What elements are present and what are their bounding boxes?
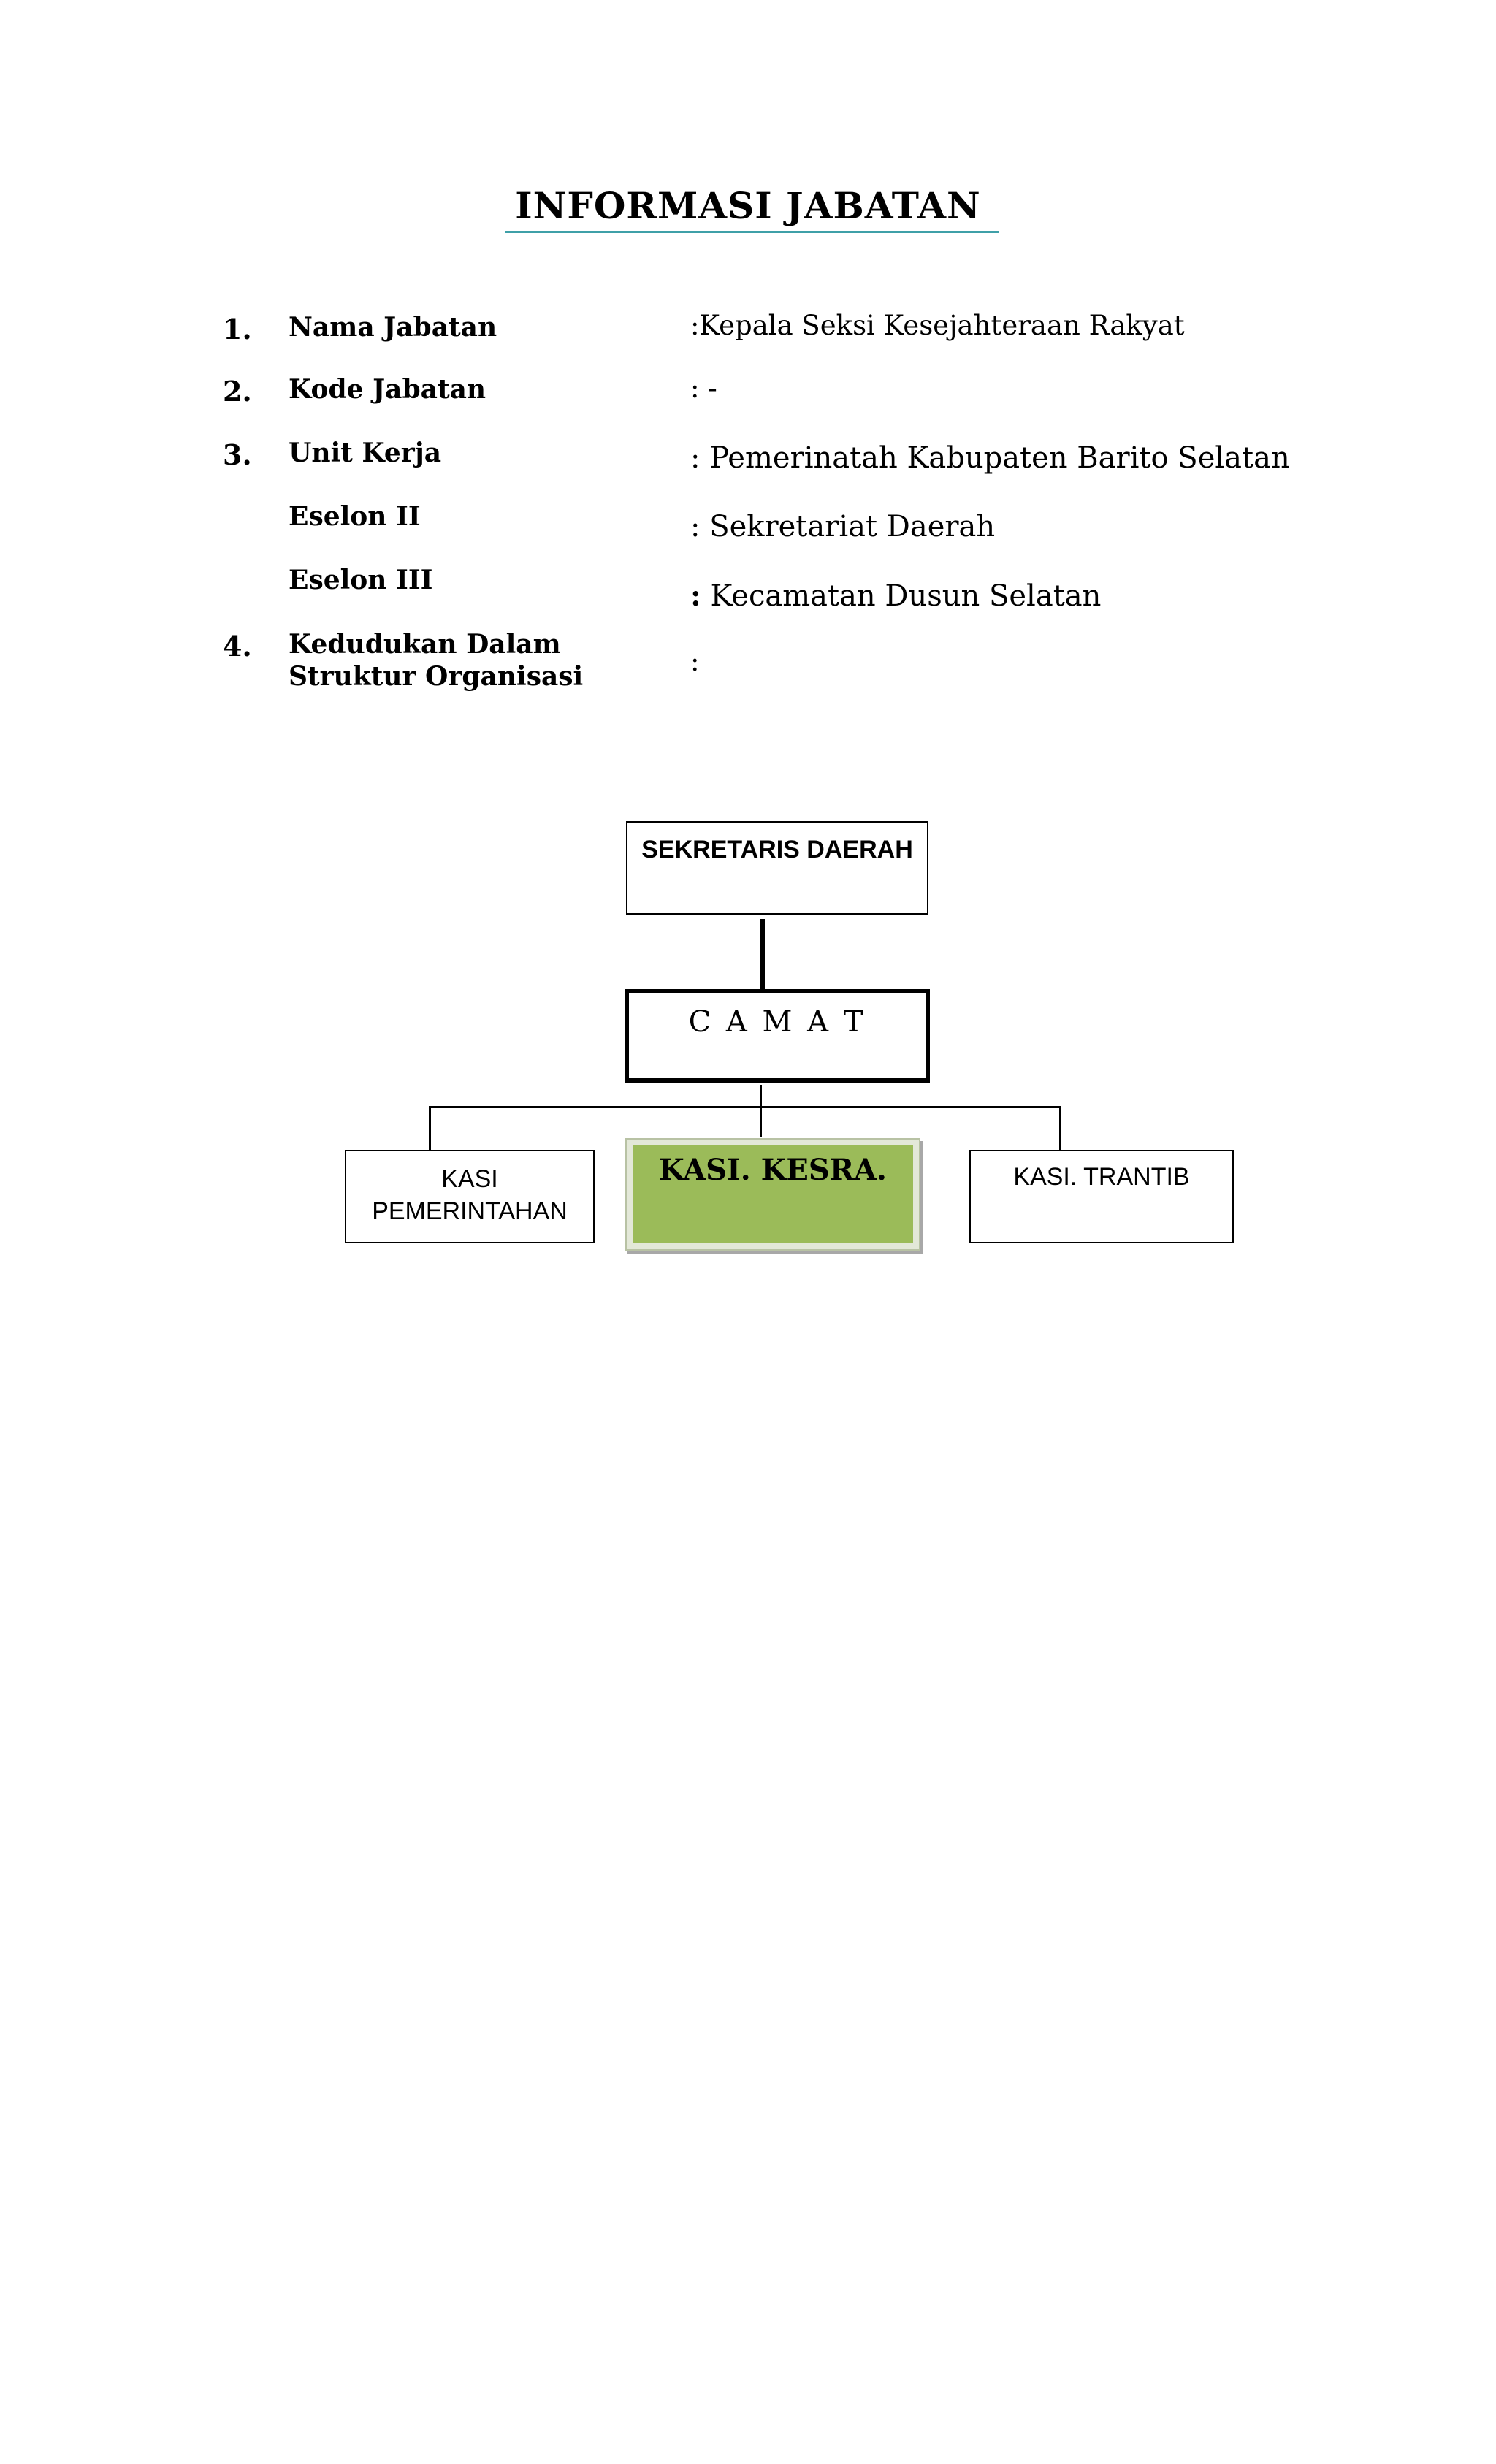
item-label-eselon-iii: Eselon III: [289, 565, 433, 595]
org-label-kasi: KASI: [441, 1165, 498, 1193]
item-label-kedudukan-line2: Struktur Organisasi: [289, 661, 584, 692]
org-box-kasi-kesra-frame: [625, 1138, 920, 1251]
item-value-nama-jabatan: :Kepala Seksi Kesejahteraan Rakyat: [690, 310, 1185, 341]
connector-right-drop: [1059, 1106, 1061, 1150]
item-number-1: 1.: [223, 313, 252, 346]
item-label-unit-kerja: Unit Kerja: [289, 438, 442, 468]
item-label-kedudukan-line1: Kedudukan Dalam: [289, 629, 561, 660]
org-box-kasi-pemerintahan: [345, 1150, 595, 1243]
eselon-iii-colon: :: [690, 579, 701, 613]
org-label-kasi-kesra: KASI. KESRA.: [659, 1153, 887, 1187]
item-value-kode-jabatan: : -: [690, 373, 717, 404]
item-label-kode-jabatan: Kode Jabatan: [289, 374, 486, 405]
page-title: INFORMASI JABATAN: [515, 184, 981, 227]
item-value-unit-kerja: : Pemerinatah Kabupaten Barito Selatan: [690, 441, 1290, 475]
item-number-3: 3.: [223, 438, 252, 471]
connector-left-drop: [429, 1106, 431, 1150]
eselon-iii-text: Kecamatan Dusun Selatan: [701, 579, 1102, 613]
item-number-4: 4.: [223, 630, 252, 663]
item-number-2: 2.: [223, 375, 252, 408]
org-label-camat: C A M A T: [688, 1005, 866, 1039]
org-box-sekretaris-daerah: [626, 821, 928, 915]
org-box-camat: [625, 989, 930, 1083]
item-value-eselon-iii: [690, 579, 1101, 613]
org-label-pemerintahan: PEMERINTAHAN: [372, 1197, 568, 1225]
item-value-kedudukan: :: [690, 646, 700, 677]
org-box-kasi-trantib: [969, 1150, 1234, 1243]
org-label-sekretaris-daerah: SEKRETARIS DAERAH: [641, 836, 913, 863]
connector-top: [760, 919, 765, 992]
org-label-kasi-trantib: KASI. TRANTIB: [1013, 1163, 1190, 1191]
item-label-eselon-ii: Eselon II: [289, 501, 421, 532]
connector-horizontal: [429, 1106, 1061, 1108]
connector-middle-vertical: [760, 1085, 762, 1137]
title-underline: [505, 231, 999, 233]
org-box-kasi-kesra: [633, 1145, 913, 1243]
item-label-nama-jabatan: Nama Jabatan: [289, 312, 497, 343]
item-value-eselon-ii: : Sekretariat Daerah: [690, 510, 996, 543]
